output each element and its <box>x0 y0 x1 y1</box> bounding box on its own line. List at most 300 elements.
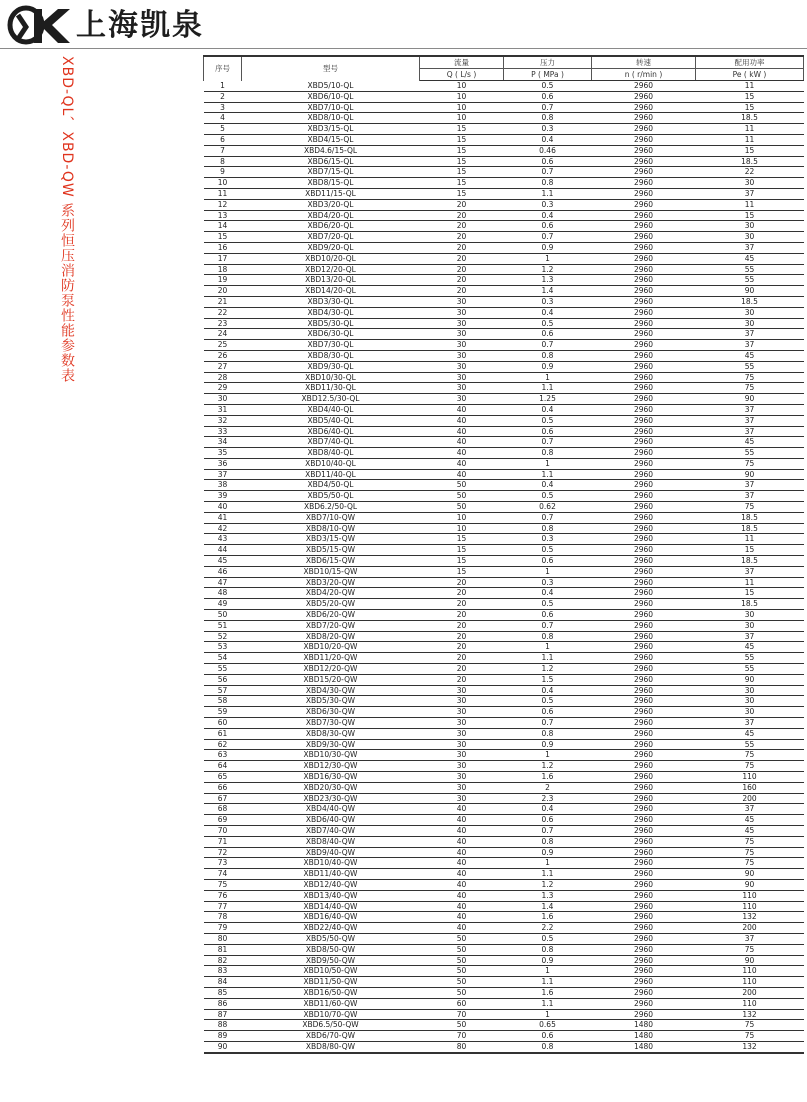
cell-power: 18.5 <box>696 512 804 523</box>
cell-flow: 20 <box>420 232 504 243</box>
cell-speed: 2960 <box>592 253 696 264</box>
cell-pressure: 0.8 <box>504 178 592 189</box>
cell-flow: 20 <box>420 221 504 232</box>
cell-speed: 2960 <box>592 890 696 901</box>
cell-index: 24 <box>204 329 242 340</box>
cell-index: 5 <box>204 124 242 135</box>
cell-model: XBD23/30-QW <box>242 793 420 804</box>
table-row <box>204 912 804 923</box>
cell-speed: 2960 <box>592 275 696 286</box>
cell-power: 11 <box>696 199 804 210</box>
cell-model: XBD22/40-QW <box>242 923 420 934</box>
cell-model: XBD16/50-QW <box>242 987 420 998</box>
cell-pressure: 0.9 <box>504 847 592 858</box>
cell-model: XBD11/20-QW <box>242 653 420 664</box>
cell-speed: 2960 <box>592 556 696 567</box>
cell-index: 55 <box>204 664 242 675</box>
cell-model: XBD9/50-QW <box>242 955 420 966</box>
cell-flow: 40 <box>420 469 504 480</box>
table-row <box>204 588 804 599</box>
cell-pressure: 0.8 <box>504 448 592 459</box>
cell-flow: 20 <box>420 210 504 221</box>
cell-flow: 10 <box>420 91 504 102</box>
cell-pressure: 0.3 <box>504 296 592 307</box>
cell-flow: 20 <box>420 275 504 286</box>
cell-index: 88 <box>204 1020 242 1031</box>
cell-pressure: 0.4 <box>504 480 592 491</box>
cell-pressure: 1.4 <box>504 901 592 912</box>
table-row <box>204 772 804 783</box>
cell-model: XBD5/20-QW <box>242 599 420 610</box>
cell-power: 30 <box>696 707 804 718</box>
cell-flow: 10 <box>420 113 504 124</box>
cell-flow: 40 <box>420 426 504 437</box>
cell-speed: 2960 <box>592 933 696 944</box>
table-row <box>204 664 804 675</box>
table-row <box>204 221 804 232</box>
cell-power: 30 <box>696 232 804 243</box>
cell-power: 75 <box>696 458 804 469</box>
cell-pressure: 0.8 <box>504 944 592 955</box>
table-row <box>204 361 804 372</box>
cell-model: XBD3/15-QL <box>242 124 420 135</box>
table-row <box>204 264 804 275</box>
cell-speed: 1480 <box>592 1041 696 1052</box>
cell-power: 110 <box>696 901 804 912</box>
cell-flow: 40 <box>420 901 504 912</box>
cell-speed: 2960 <box>592 491 696 502</box>
page-header <box>0 0 807 52</box>
table-row <box>204 156 804 167</box>
cell-model: XBD6.5/50-QW <box>242 1020 420 1031</box>
cell-pressure: 0.7 <box>504 437 592 448</box>
cell-index: 35 <box>204 448 242 459</box>
cell-flow: 50 <box>420 977 504 988</box>
cell-power: 75 <box>696 750 804 761</box>
cell-power: 45 <box>696 815 804 826</box>
cell-model: XBD8/10-QL <box>242 113 420 124</box>
cell-power: 11 <box>696 534 804 545</box>
header-pressure: 压力 <box>504 56 592 69</box>
cell-model: XBD8/30-QL <box>242 350 420 361</box>
cell-speed: 2960 <box>592 588 696 599</box>
cell-index: 74 <box>204 869 242 880</box>
cell-model: XBD8/40-QL <box>242 448 420 459</box>
cell-power: 132 <box>696 912 804 923</box>
table-row <box>204 577 804 588</box>
table-row <box>204 987 804 998</box>
cell-power: 37 <box>696 415 804 426</box>
cell-power: 18.5 <box>696 599 804 610</box>
table-row <box>204 275 804 286</box>
cell-speed: 2960 <box>592 869 696 880</box>
table-row <box>204 372 804 383</box>
table-row <box>204 404 804 415</box>
cell-pressure: 0.9 <box>504 955 592 966</box>
cell-pressure: 0.3 <box>504 199 592 210</box>
cell-flow: 40 <box>420 847 504 858</box>
cell-flow: 50 <box>420 955 504 966</box>
header-speed: 转速 <box>592 56 696 69</box>
cell-power: 11 <box>696 124 804 135</box>
table-row <box>204 394 804 405</box>
cell-pressure: 1 <box>504 858 592 869</box>
cell-pressure: 1 <box>504 458 592 469</box>
cell-index: 26 <box>204 350 242 361</box>
cell-speed: 2960 <box>592 394 696 405</box>
cell-speed: 2960 <box>592 674 696 685</box>
cell-flow: 10 <box>420 523 504 534</box>
cell-pressure: 0.3 <box>504 124 592 135</box>
table-row <box>204 804 804 815</box>
cell-flow: 60 <box>420 998 504 1009</box>
table-row <box>204 124 804 135</box>
cell-model: XBD6/30-QW <box>242 707 420 718</box>
cell-power: 110 <box>696 998 804 1009</box>
cell-model: XBD10/40-QL <box>242 458 420 469</box>
cell-pressure: 1.1 <box>504 469 592 480</box>
cell-index: 15 <box>204 232 242 243</box>
table-row <box>204 901 804 912</box>
cell-speed: 2960 <box>592 329 696 340</box>
cell-speed: 2960 <box>592 664 696 675</box>
cell-power: 110 <box>696 890 804 901</box>
cell-power: 37 <box>696 491 804 502</box>
table-row <box>204 512 804 523</box>
cell-flow: 15 <box>420 145 504 156</box>
cell-pressure: 0.5 <box>504 318 592 329</box>
cell-model: XBD12.5/30-QL <box>242 394 420 405</box>
cell-index: 82 <box>204 955 242 966</box>
cell-power: 30 <box>696 696 804 707</box>
cell-flow: 40 <box>420 815 504 826</box>
cell-pressure: 0.8 <box>504 113 592 124</box>
cell-speed: 2960 <box>592 167 696 178</box>
cell-speed: 2960 <box>592 1009 696 1020</box>
cell-pressure: 1.1 <box>504 977 592 988</box>
cell-flow: 30 <box>420 318 504 329</box>
cell-index: 21 <box>204 296 242 307</box>
cell-flow: 30 <box>420 772 504 783</box>
table-row <box>204 685 804 696</box>
cell-power: 30 <box>696 178 804 189</box>
cell-model: XBD5/40-QL <box>242 415 420 426</box>
cell-model: XBD6/10-QL <box>242 91 420 102</box>
cell-power: 15 <box>696 545 804 556</box>
cell-model: XBD6/70-QW <box>242 1031 420 1042</box>
table-row <box>204 167 804 178</box>
cell-pressure: 0.6 <box>504 610 592 621</box>
cell-flow: 40 <box>420 804 504 815</box>
table-row <box>204 134 804 145</box>
cell-power: 30 <box>696 685 804 696</box>
cell-power: 37 <box>696 804 804 815</box>
cell-flow: 40 <box>420 912 504 923</box>
cell-flow: 20 <box>420 620 504 631</box>
cell-power: 75 <box>696 1020 804 1031</box>
cell-power: 75 <box>696 383 804 394</box>
cell-flow: 30 <box>420 394 504 405</box>
table-row <box>204 437 804 448</box>
table-row <box>204 188 804 199</box>
cell-pressure: 1.6 <box>504 772 592 783</box>
cell-index: 10 <box>204 178 242 189</box>
cell-power: 90 <box>696 394 804 405</box>
cell-flow: 50 <box>420 502 504 513</box>
cell-flow: 20 <box>420 199 504 210</box>
cell-flow: 70 <box>420 1009 504 1020</box>
cell-pressure: 0.3 <box>504 577 592 588</box>
cell-power: 75 <box>696 836 804 847</box>
cell-pressure: 0.65 <box>504 1020 592 1031</box>
cell-index: 2 <box>204 91 242 102</box>
cell-flow: 20 <box>420 286 504 297</box>
cell-model: XBD5/15-QW <box>242 545 420 556</box>
cell-power: 15 <box>696 210 804 221</box>
header-speed-unit: n ( r/min ) <box>592 69 696 81</box>
cell-speed: 2960 <box>592 772 696 783</box>
cell-model: XBD6.2/50-QL <box>242 502 420 513</box>
cell-index: 17 <box>204 253 242 264</box>
cell-flow: 40 <box>420 869 504 880</box>
cell-pressure: 1.2 <box>504 664 592 675</box>
cell-speed: 2960 <box>592 761 696 772</box>
table-row <box>204 977 804 988</box>
cell-model: XBD7/40-QL <box>242 437 420 448</box>
cell-flow: 20 <box>420 642 504 653</box>
cell-flow: 15 <box>420 534 504 545</box>
cell-speed: 2960 <box>592 728 696 739</box>
cell-model: XBD5/30-QL <box>242 318 420 329</box>
cell-index: 1 <box>204 81 242 92</box>
table-row <box>204 707 804 718</box>
cell-model: XBD4/20-QL <box>242 210 420 221</box>
cell-model: XBD6/20-QL <box>242 221 420 232</box>
cell-power: 55 <box>696 448 804 459</box>
cell-speed: 2960 <box>592 610 696 621</box>
cell-power: 37 <box>696 242 804 253</box>
cell-model: XBD8/10-QW <box>242 523 420 534</box>
cell-speed: 2960 <box>592 415 696 426</box>
table-row <box>204 944 804 955</box>
table-row <box>204 350 804 361</box>
cell-speed: 2960 <box>592 534 696 545</box>
cell-index: 45 <box>204 556 242 567</box>
cell-index: 42 <box>204 523 242 534</box>
cell-model: XBD6/15-QL <box>242 156 420 167</box>
cell-model: XBD3/20-QL <box>242 199 420 210</box>
cell-index: 27 <box>204 361 242 372</box>
cell-model: XBD6/40-QL <box>242 426 420 437</box>
cell-index: 73 <box>204 858 242 869</box>
cell-pressure: 1.3 <box>504 275 592 286</box>
cell-flow: 30 <box>420 750 504 761</box>
cell-model: XBD6/30-QL <box>242 329 420 340</box>
cell-power: 37 <box>696 329 804 340</box>
cell-pressure: 1 <box>504 253 592 264</box>
cell-speed: 2960 <box>592 825 696 836</box>
table-row <box>204 448 804 459</box>
cell-power: 75 <box>696 502 804 513</box>
cell-model: XBD4/40-QW <box>242 804 420 815</box>
cell-flow: 40 <box>420 437 504 448</box>
cell-pressure: 0.7 <box>504 512 592 523</box>
header-power-unit: Pe ( kW ) <box>696 69 804 81</box>
cell-flow: 30 <box>420 718 504 729</box>
cell-model: XBD20/30-QW <box>242 782 420 793</box>
cell-flow: 15 <box>420 178 504 189</box>
cell-power: 18.5 <box>696 296 804 307</box>
cell-power: 90 <box>696 674 804 685</box>
cell-speed: 2960 <box>592 566 696 577</box>
cell-index: 78 <box>204 912 242 923</box>
cell-power: 15 <box>696 588 804 599</box>
cell-power: 37 <box>696 566 804 577</box>
cell-power: 160 <box>696 782 804 793</box>
cell-index: 23 <box>204 318 242 329</box>
cell-speed: 2960 <box>592 923 696 934</box>
cell-speed: 2960 <box>592 599 696 610</box>
cell-flow: 50 <box>420 944 504 955</box>
cell-index: 36 <box>204 458 242 469</box>
cell-model: XBD10/70-QW <box>242 1009 420 1020</box>
cell-model: XBD5/10-QL <box>242 81 420 92</box>
table-row <box>204 793 804 804</box>
table-row <box>204 933 804 944</box>
cell-speed: 2960 <box>592 718 696 729</box>
cell-speed: 2960 <box>592 178 696 189</box>
cell-index: 12 <box>204 199 242 210</box>
cell-index: 70 <box>204 825 242 836</box>
cell-index: 59 <box>204 707 242 718</box>
cell-power: 200 <box>696 923 804 934</box>
cell-index: 44 <box>204 545 242 556</box>
table-body <box>204 81 804 1053</box>
cell-index: 57 <box>204 685 242 696</box>
cell-model: XBD3/20-QW <box>242 577 420 588</box>
cell-pressure: 1.1 <box>504 383 592 394</box>
cell-model: XBD4.6/15-QL <box>242 145 420 156</box>
cell-index: 75 <box>204 879 242 890</box>
cell-index: 71 <box>204 836 242 847</box>
cell-index: 47 <box>204 577 242 588</box>
cell-power: 132 <box>696 1041 804 1052</box>
cell-index: 60 <box>204 718 242 729</box>
cell-pressure: 0.6 <box>504 221 592 232</box>
header-power: 配用功率 <box>696 56 804 69</box>
cell-speed: 2960 <box>592 210 696 221</box>
table-row <box>204 836 804 847</box>
table-row <box>204 566 804 577</box>
table-row <box>204 102 804 113</box>
header-flow: 流量 <box>420 56 504 69</box>
cell-pressure: 0.6 <box>504 707 592 718</box>
table-row <box>204 242 804 253</box>
cell-flow: 20 <box>420 588 504 599</box>
side-title: XBD-QL、XBD-QW 系列恒压消防泵性能参数表 <box>59 56 75 384</box>
cell-index: 3 <box>204 102 242 113</box>
table-row <box>204 761 804 772</box>
table-row <box>204 653 804 664</box>
cell-flow: 30 <box>420 728 504 739</box>
cell-model: XBD10/20-QW <box>242 642 420 653</box>
cell-model: XBD9/30-QL <box>242 361 420 372</box>
cell-pressure: 1.1 <box>504 188 592 199</box>
cell-index: 53 <box>204 642 242 653</box>
brand-name: 上海凯泉 <box>76 8 204 43</box>
cell-flow: 15 <box>420 556 504 567</box>
cell-model: XBD4/50-QL <box>242 480 420 491</box>
cell-power: 45 <box>696 642 804 653</box>
cell-power: 55 <box>696 739 804 750</box>
table-row <box>204 631 804 642</box>
cell-power: 45 <box>696 437 804 448</box>
cell-power: 110 <box>696 977 804 988</box>
cell-power: 37 <box>696 340 804 351</box>
cell-model: XBD12/40-QW <box>242 879 420 890</box>
cell-speed: 2960 <box>592 404 696 415</box>
cell-model: XBD10/20-QL <box>242 253 420 264</box>
cell-index: 81 <box>204 944 242 955</box>
cell-model: XBD16/40-QW <box>242 912 420 923</box>
cell-pressure: 0.5 <box>504 933 592 944</box>
header-index: 序号 <box>204 56 242 81</box>
cell-index: 43 <box>204 534 242 545</box>
cell-pressure: 0.6 <box>504 1031 592 1042</box>
table-row <box>204 502 804 513</box>
cell-model: XBD8/40-QW <box>242 836 420 847</box>
cell-index: 32 <box>204 415 242 426</box>
cell-power: 37 <box>696 188 804 199</box>
cell-model: XBD12/20-QW <box>242 664 420 675</box>
cell-power: 18.5 <box>696 113 804 124</box>
cell-power: 75 <box>696 761 804 772</box>
cell-index: 37 <box>204 469 242 480</box>
cell-model: XBD11/60-QW <box>242 998 420 1009</box>
table-row <box>204 340 804 351</box>
cell-index: 56 <box>204 674 242 685</box>
cell-index: 39 <box>204 491 242 502</box>
cell-flow: 70 <box>420 1031 504 1042</box>
cell-model: XBD7/30-QW <box>242 718 420 729</box>
cell-speed: 2960 <box>592 113 696 124</box>
cell-pressure: 1.2 <box>504 879 592 890</box>
cell-pressure: 0.5 <box>504 415 592 426</box>
cell-power: 18.5 <box>696 523 804 534</box>
cell-speed: 2960 <box>592 242 696 253</box>
table-row <box>204 556 804 567</box>
cell-model: XBD14/20-QL <box>242 286 420 297</box>
cell-pressure: 1.1 <box>504 998 592 1009</box>
cell-power: 15 <box>696 145 804 156</box>
cell-index: 72 <box>204 847 242 858</box>
cell-model: XBD11/30-QL <box>242 383 420 394</box>
cell-pressure: 0.8 <box>504 728 592 739</box>
cell-flow: 15 <box>420 188 504 199</box>
cell-index: 11 <box>204 188 242 199</box>
cell-flow: 20 <box>420 242 504 253</box>
table-row <box>204 523 804 534</box>
cell-flow: 20 <box>420 577 504 588</box>
cell-speed: 2960 <box>592 232 696 243</box>
cell-power: 45 <box>696 825 804 836</box>
cell-model: XBD8/15-QL <box>242 178 420 189</box>
cell-pressure: 2.3 <box>504 793 592 804</box>
cell-flow: 80 <box>420 1041 504 1052</box>
cell-index: 13 <box>204 210 242 221</box>
cell-flow: 20 <box>420 653 504 664</box>
cell-index: 63 <box>204 750 242 761</box>
